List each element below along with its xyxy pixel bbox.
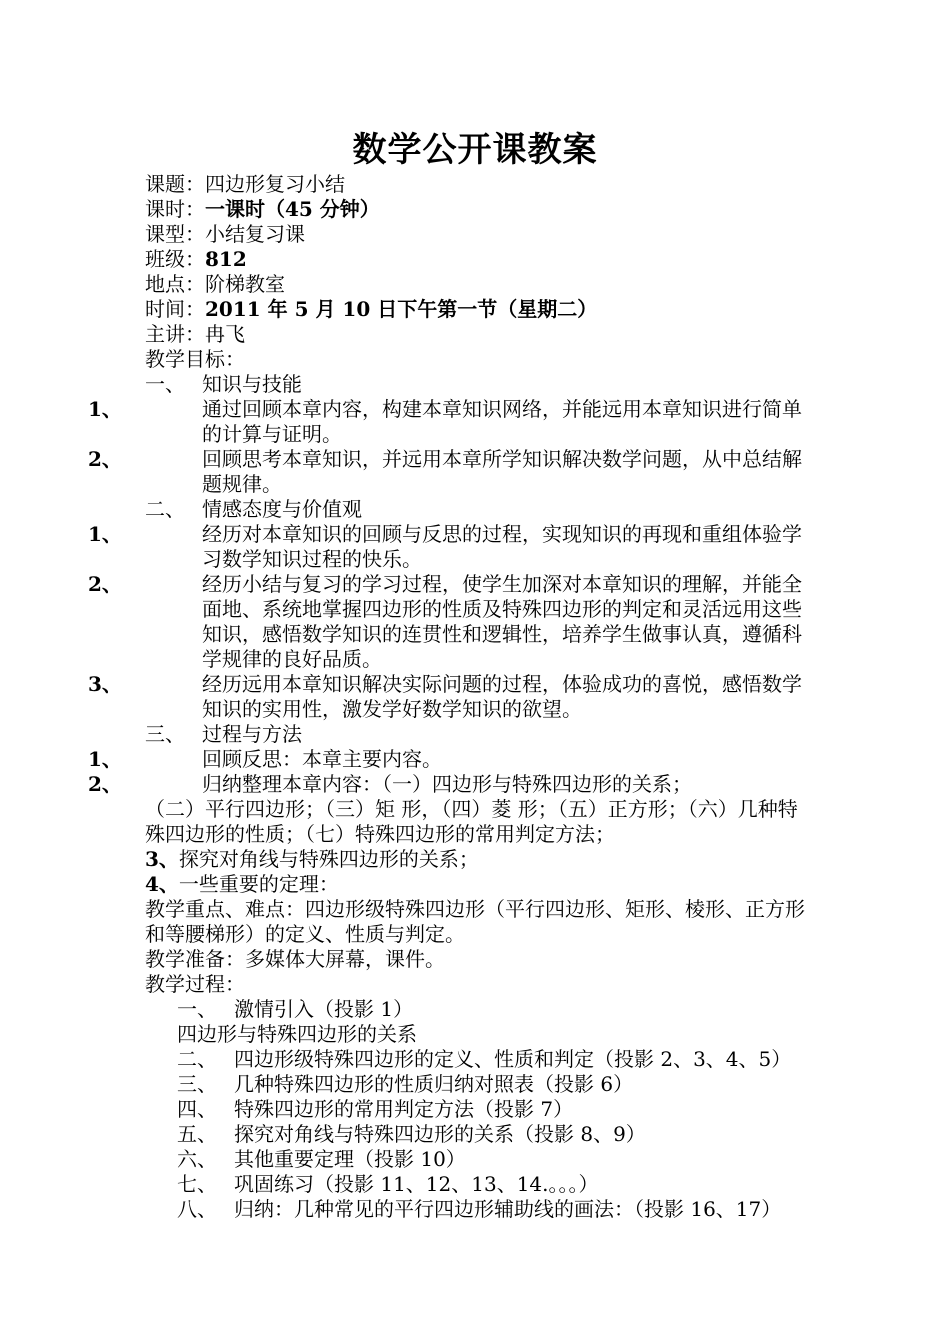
list-item: 3、 经历远用本章知识解决实际问题的过程，体验成功的喜悦，感悟数学知识的实用性，激发学好数学知识的欲望。 bbox=[88, 672, 802, 721]
info-duration bbox=[145, 197, 810, 222]
info-location bbox=[145, 272, 810, 297]
process-step: 二、 四边形级特殊四边形的定义、性质和判定（投影 2、3、4、5） bbox=[177, 1047, 792, 1071]
document-body bbox=[88, 172, 810, 1222]
list-item: 2、 回顾思考本章知识，并远用本章所学知识解决数学问题，从中总结解题规律。 bbox=[88, 447, 802, 496]
info-value: 冉飞 bbox=[205, 322, 245, 346]
process-step: 七、 巩固练习（投影 11、12、13、14.。。。） bbox=[177, 1172, 599, 1196]
info-time bbox=[145, 297, 810, 322]
preparation: 教学准备：多媒体大屏幕，课件。 bbox=[145, 947, 445, 971]
info-label: 班级： bbox=[145, 247, 205, 271]
info-type bbox=[145, 222, 810, 247]
section-heading: 二、 情感态度与价值观 bbox=[145, 497, 362, 521]
section-heading: 三、 过程与方法 bbox=[145, 722, 302, 746]
list-item: 1、 回顾反思：本章主要内容。 bbox=[88, 747, 442, 771]
process-step: 三、 几种特殊四边形的性质归纳对照表（投影 6） bbox=[177, 1072, 634, 1096]
info-value: 小结复习课 bbox=[205, 222, 305, 246]
info-value: 812 bbox=[205, 247, 247, 271]
process-step: 一、 激情引入（投影 1） bbox=[177, 997, 414, 1021]
list-item: 3、探究对角线与特殊四边形的关系； bbox=[145, 847, 479, 871]
info-lecturer bbox=[145, 322, 810, 347]
info-label: 课时： bbox=[145, 197, 205, 221]
list-item: 1、 经历对本章知识的回顾与反思的过程，实现知识的再现和重组体验学习数学知识过程的快乐。 bbox=[88, 522, 802, 571]
process-step: 五、 探究对角线与特殊四边形的关系（投影 8、9） bbox=[177, 1122, 646, 1146]
info-class bbox=[145, 247, 810, 272]
list-item: 1、 通过回顾本章内容，构建本章知识网络，并能远用本章知识进行简单的计算与证明。 bbox=[88, 397, 802, 446]
process-step: 八、 归纳：几种常见的平行四边形辅助线的画法：（投影 16、17） bbox=[177, 1197, 782, 1221]
info-label: 地点： bbox=[145, 272, 205, 296]
info-label: 时间： bbox=[145, 297, 205, 321]
list-item: 4、一些重要的定理： bbox=[145, 872, 339, 896]
list-item: 2、 经历小结与复习的学习过程，使学生加深对本章知识的理解，并能全面地、系统地掌握四边形的性质及特殊四边形的判定和灵活远用这些知识，感悟数学知识的连贯性和逻辑性，培养学生做事认真，遵循科学规律的良好品质。 bbox=[88, 572, 802, 671]
process-step: 六、 其他重要定理（投影 10） bbox=[177, 1147, 466, 1171]
list-item: 2、 归纳整理本章内容：（一）四边形与特殊四边形的关系； bbox=[88, 772, 692, 796]
process-label: 教学过程： bbox=[145, 972, 245, 996]
info-label: 课型： bbox=[145, 222, 205, 246]
info-label: 课题： bbox=[145, 172, 205, 196]
process-step: 四、 特殊四边形的常用判定方法（投影 7） bbox=[177, 1097, 574, 1121]
key-points: 教学重点、难点：四边形级特殊四边形（平行四边形、矩形、棱形、正方形和等腰梯形）的定义、性质与判定。 bbox=[145, 897, 805, 946]
process-step: 四边形与特殊四边形的关系 bbox=[177, 1022, 417, 1046]
objectives-label: 教学目标： bbox=[145, 347, 245, 371]
section-heading: 一、 知识与技能 bbox=[145, 372, 302, 396]
continuation-text: （二）平行四边形；（三）矩 形，（四）菱 形；（五）正方形；（六）几种特殊四边形的性质；（七）特殊四边形的常用判定方法； bbox=[145, 797, 798, 846]
document-title: 数学公开课教案 bbox=[352, 130, 598, 170]
info-topic bbox=[145, 172, 810, 197]
info-value: 一课时（45 分钟） bbox=[205, 197, 380, 221]
info-value: 2011 年 5 月 10 日下午第一节（星期二） bbox=[205, 297, 598, 321]
info-value: 阶梯教室 bbox=[205, 272, 285, 296]
info-value: 四边形复习小结 bbox=[205, 172, 345, 196]
info-label: 主讲： bbox=[145, 322, 205, 346]
